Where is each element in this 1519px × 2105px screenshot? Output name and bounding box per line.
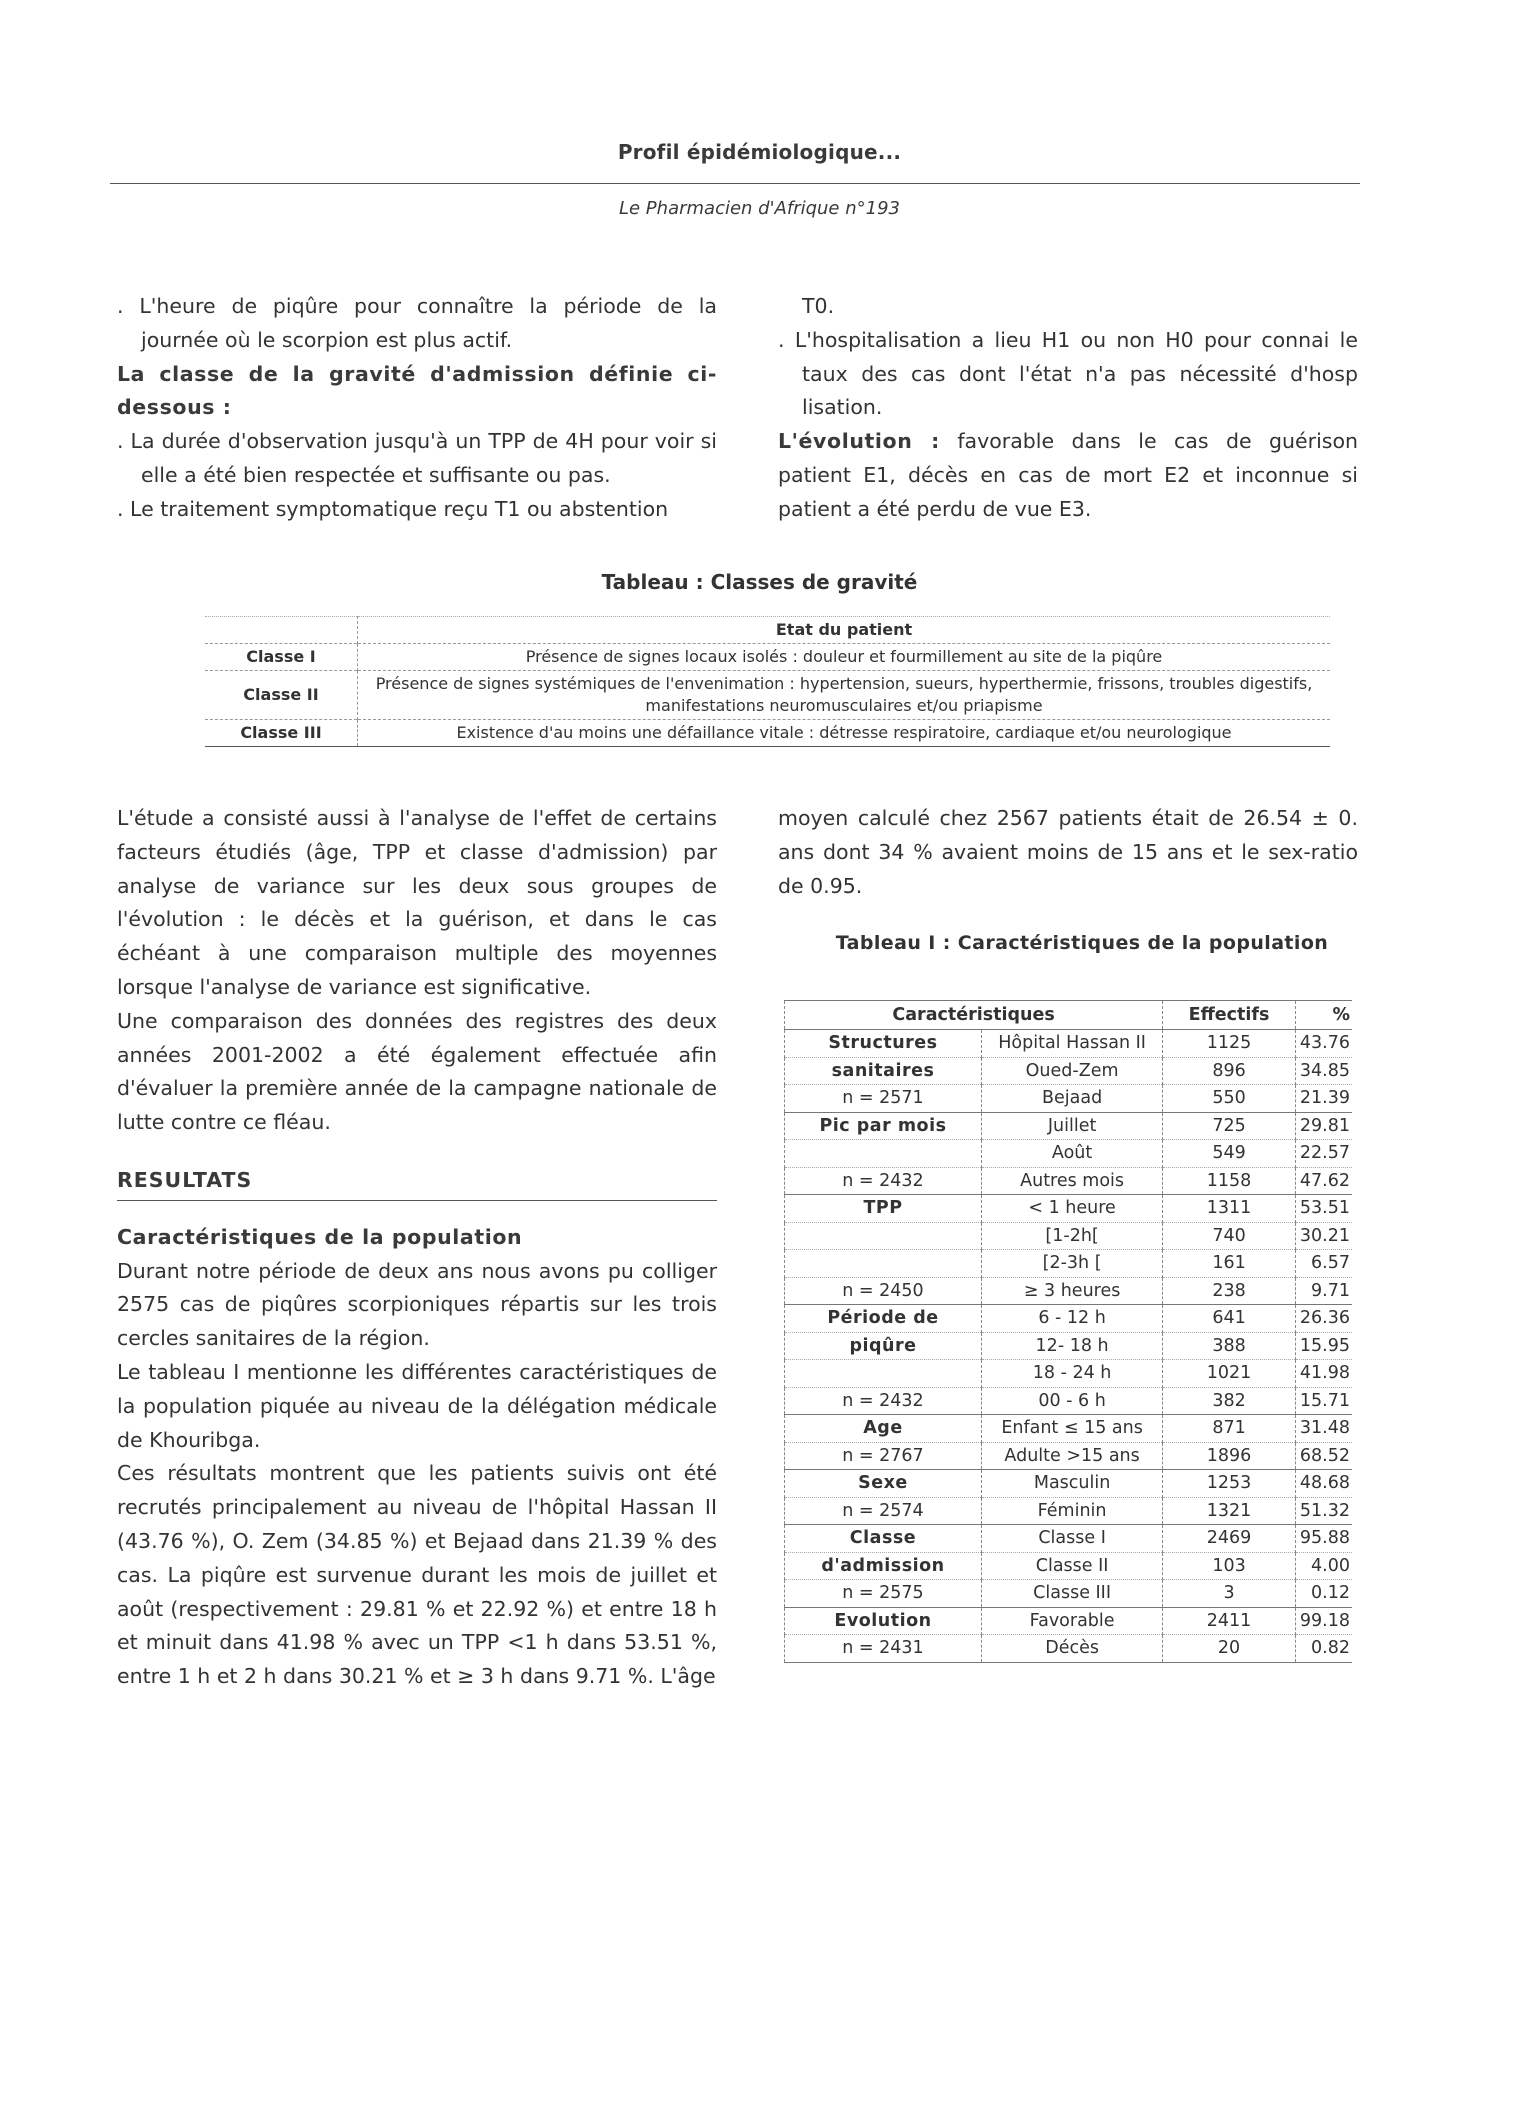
percent-cell: 0.12: [1295, 1580, 1352, 1608]
category-cell: Autres mois: [981, 1167, 1162, 1195]
percent-cell: 0.82: [1295, 1635, 1352, 1663]
category-cell: ≥ 3 heures: [981, 1277, 1162, 1305]
top-right-column: [778, 290, 1358, 527]
effectif-cell: 2411: [1163, 1607, 1296, 1635]
table-row: [785, 1415, 1353, 1443]
bullet-traitement: . Le traitement symptomatique reçu T1 ou abstention: [117, 496, 669, 521]
gravite-table-title: Tableau : Classes de gravité: [601, 570, 918, 594]
percent-cell: 41.98: [1295, 1360, 1352, 1388]
population-table-title: Tableau I : Caractéristiques de la population: [835, 932, 1329, 954]
paragraph-age-moyen: moyen calculé chez 2567 patients était de 26.54 ± 0. ans dont 34 % avaient moins de 15 ans et le sex-ratio de 0.95.: [778, 806, 1358, 898]
continuation-t0: T0.: [802, 294, 835, 318]
effectif-cell: 1021: [1163, 1360, 1296, 1388]
table-row: [785, 1195, 1353, 1223]
etat-description: Existence d'au moins une défaillance vitale : détresse respiratoire, cardiaque et/ou neurologique: [358, 720, 1331, 747]
paragraph-analyse-variance: L'étude a consisté aussi à l'analyse de l'effet de certains facteurs étudiés (âge, TPP et classe d'admission) par analyse de variance sur les deux sous groupes de l'évolution : le décès et la guérison, et dans le cas échéant à une comparaison multiple des moyennes lorsque l'analyse de variance est significative.: [117, 806, 717, 999]
paragraph-periode: Durant notre période de deux ans nous avons pu colliger 2575 cas de piqûres scorpioniques répartis sur les trois cercles sanitaires de la région.: [117, 1258, 717, 1351]
group-label: sanitaires: [785, 1057, 982, 1085]
header-caracteristiques: Caractéristiques: [785, 1001, 1163, 1030]
effectif-cell: 641: [1163, 1305, 1296, 1333]
percent-cell: 48.68: [1295, 1470, 1352, 1498]
etat-patient-header: Etat du patient: [358, 617, 1331, 644]
table-row: [785, 1277, 1353, 1305]
group-label: piqûre: [785, 1332, 982, 1360]
group-label: d'admission: [785, 1552, 982, 1580]
percent-cell: 30.21: [1295, 1222, 1352, 1250]
effectif-cell: 388: [1163, 1332, 1296, 1360]
category-cell: 6 - 12 h: [981, 1305, 1162, 1333]
effectif-cell: 3: [1163, 1580, 1296, 1608]
running-title: Profil épidémiologique...: [617, 140, 902, 164]
table-row: [785, 1140, 1353, 1168]
header-percent: %: [1295, 1001, 1352, 1030]
table-row: [785, 1580, 1353, 1608]
empty-header-cell: [205, 617, 358, 644]
table-row: [785, 1030, 1353, 1058]
percent-cell: 31.48: [1295, 1415, 1352, 1443]
category-cell: Août: [981, 1140, 1162, 1168]
table-row: [785, 1250, 1353, 1278]
percent-cell: 26.36: [1295, 1305, 1352, 1333]
effectif-cell: 238: [1163, 1277, 1296, 1305]
effectif-cell: 1253: [1163, 1470, 1296, 1498]
percent-cell: 15.71: [1295, 1387, 1352, 1415]
category-cell: Hôpital Hassan II: [981, 1030, 1162, 1058]
effectif-cell: 549: [1163, 1140, 1296, 1168]
gravite-table: [205, 616, 1330, 747]
population-table: [784, 1000, 1352, 1663]
table-row: [785, 1470, 1353, 1498]
table-row: [785, 1085, 1353, 1113]
category-cell: Masculin: [981, 1470, 1162, 1498]
percent-cell: 9.71: [1295, 1277, 1352, 1305]
classe-label: Classe III: [205, 720, 358, 747]
category-cell: [1-2h[: [981, 1222, 1162, 1250]
percent-cell: 22.57: [1295, 1140, 1352, 1168]
table-row: [785, 1442, 1353, 1470]
category-cell: 18 - 24 h: [981, 1360, 1162, 1388]
effectif-cell: 103: [1163, 1552, 1296, 1580]
effectif-cell: 871: [1163, 1415, 1296, 1443]
population-header-row: [785, 1001, 1353, 1030]
table-row: [785, 1057, 1353, 1085]
header-effectifs: Effectifs: [1163, 1001, 1296, 1030]
table-row: [785, 1387, 1353, 1415]
effectif-cell: 1125: [1163, 1030, 1296, 1058]
percent-cell: 43.76: [1295, 1030, 1352, 1058]
category-cell: Adulte >15 ans: [981, 1442, 1162, 1470]
group-label: TPP: [785, 1195, 982, 1223]
group-n: n = 2431: [785, 1635, 982, 1663]
effectif-cell: 20: [1163, 1635, 1296, 1663]
group-label: Classe: [785, 1525, 982, 1553]
journal-issue: Le Pharmacien d'Afrique n°193: [618, 198, 900, 219]
category-cell: Enfant ≤ 15 ans: [981, 1415, 1162, 1443]
group-n: n = 2571: [785, 1085, 982, 1113]
body-left-column: [117, 802, 717, 1694]
paragraph-tableau-ref: Le tableau I mentionne les différentes caractéristiques de la population piquée au niveau de la délégation médicale de Khouribga.: [117, 1359, 717, 1452]
table-row: [785, 1332, 1353, 1360]
population-table-body: [785, 1030, 1353, 1663]
bullet-hospitalisation: . L'hospitalisation a lieu H1 ou non H0 pour connai le taux des cas dont l'état n'a pas nécessité d'hosp lisation.: [778, 327, 1358, 420]
group-label: Evolution: [785, 1607, 982, 1635]
table-row: [205, 644, 1330, 671]
etat-description: Présence de signes locaux isolés : douleur et fourmillement au site de la piqûre: [358, 644, 1331, 671]
effectif-cell: 382: [1163, 1387, 1296, 1415]
evolution-paragraph: [778, 425, 1358, 526]
group-n: n = 2432: [785, 1387, 982, 1415]
effectif-cell: 1158: [1163, 1167, 1296, 1195]
bullet-heure-piqure: . L'heure de piqûre pour connaître la période de la journée où le scorpion est plus actif.: [117, 294, 717, 352]
etat-description: Présence de signes systémiques de l'envenimation : hypertension, sueurs, hyperthermie, frissons, troubles digestifs, manifestations neuromusculaires et/ou priapisme: [358, 671, 1331, 720]
group-n: [785, 1140, 982, 1168]
category-cell: < 1 heure: [981, 1195, 1162, 1223]
category-cell: Bejaad: [981, 1085, 1162, 1113]
category-cell: Classe II: [981, 1552, 1162, 1580]
group-n: [785, 1360, 982, 1388]
group-n: [785, 1250, 982, 1278]
percent-cell: 6.57: [1295, 1250, 1352, 1278]
gravite-header-row: [205, 617, 1330, 644]
group-n: n = 2432: [785, 1167, 982, 1195]
category-cell: 12- 18 h: [981, 1332, 1162, 1360]
effectif-cell: 725: [1163, 1112, 1296, 1140]
effectif-cell: 550: [1163, 1085, 1296, 1113]
table-row: [785, 1552, 1353, 1580]
category-cell: Juillet: [981, 1112, 1162, 1140]
percent-cell: 99.18: [1295, 1607, 1352, 1635]
paragraph-resultats: Ces résultats montrent que les patients suivis ont été recrutés principalement au niveau de l'hôpital Hassan II (43.76 %), O. Zem (34.85 %) et Bejaad dans 21.39 % des cas. La piqûre est survenue durant les mois de juillet et août (respectivement : 29.81 % et 22.92 %) et entre 18 h et minuit dans 41.98 % avec un TPP <1 h dans 53.51 %, entre 1 h et 2 h dans 30.21 % et ≥ 3 h dans 9.71 %. L'âge: [117, 1461, 717, 1689]
classe-label: Classe I: [205, 644, 358, 671]
table-row: [205, 671, 1330, 720]
table-row: [785, 1607, 1353, 1635]
category-cell: Oued-Zem: [981, 1057, 1162, 1085]
effectif-cell: 2469: [1163, 1525, 1296, 1553]
percent-cell: 29.81: [1295, 1112, 1352, 1140]
percent-cell: 68.52: [1295, 1442, 1352, 1470]
table-row: [785, 1635, 1353, 1663]
percent-cell: 34.85: [1295, 1057, 1352, 1085]
group-label: Age: [785, 1415, 982, 1443]
group-label: Sexe: [785, 1470, 982, 1498]
header-divider: [110, 183, 1360, 184]
evolution-label: L'évolution :: [778, 429, 940, 454]
section-divider: [117, 1200, 717, 1201]
category-cell: Classe I: [981, 1525, 1162, 1553]
effectif-cell: 740: [1163, 1222, 1296, 1250]
table-row: [785, 1497, 1353, 1525]
body-right-column: [778, 802, 1358, 903]
category-cell: 00 - 6 h: [981, 1387, 1162, 1415]
percent-cell: 95.88: [1295, 1525, 1352, 1553]
table-row: [785, 1525, 1353, 1553]
effectif-cell: 1311: [1163, 1195, 1296, 1223]
evolution-text: favorable dans le cas de guérison patient E1, décès en cas de mort E2 et inconnue si patient a été perdu de vue E3.: [778, 429, 1359, 521]
table-row: [785, 1305, 1353, 1333]
category-cell: Favorable: [981, 1607, 1162, 1635]
classe-label: Classe II: [205, 671, 358, 720]
category-cell: [2-3h [: [981, 1250, 1162, 1278]
percent-cell: 4.00: [1295, 1552, 1352, 1580]
table-row: [785, 1167, 1353, 1195]
group-n: n = 2575: [785, 1580, 982, 1608]
group-n: [785, 1222, 982, 1250]
effectif-cell: 1321: [1163, 1497, 1296, 1525]
group-n: n = 2450: [785, 1277, 982, 1305]
percent-cell: 53.51: [1295, 1195, 1352, 1223]
top-left-column: [117, 290, 717, 527]
table-row: [785, 1360, 1353, 1388]
heading-classe-gravite: La classe de la gravité d'admission définie ci-dessous :: [117, 361, 717, 420]
percent-cell: 15.95: [1295, 1332, 1352, 1360]
table-row: [205, 720, 1330, 747]
effectif-cell: 896: [1163, 1057, 1296, 1085]
subsection-title-caracteristiques: Caractéristiques de la population: [117, 1224, 523, 1249]
section-title-resultats: RESULTATS: [117, 1167, 253, 1192]
table-row: [785, 1112, 1353, 1140]
percent-cell: 51.32: [1295, 1497, 1352, 1525]
group-n: n = 2767: [785, 1442, 982, 1470]
category-cell: Classe III: [981, 1580, 1162, 1608]
effectif-cell: 161: [1163, 1250, 1296, 1278]
paragraph-comparaison: Une comparaison des données des registres des deux années 2001-2002 a été également effectuée afin d'évaluer la première année de la campagne nationale de lutte contre ce fléau.: [117, 1008, 717, 1135]
group-label: Période de: [785, 1305, 982, 1333]
category-cell: Décès: [981, 1635, 1162, 1663]
category-cell: Féminin: [981, 1497, 1162, 1525]
percent-cell: 21.39: [1295, 1085, 1352, 1113]
bullet-duree-observation: . La durée d'observation jusqu'à un TPP de 4H pour voir si elle a été bien respectée et suffisante ou pas.: [117, 429, 717, 487]
group-label: Structures: [785, 1030, 982, 1058]
percent-cell: 47.62: [1295, 1167, 1352, 1195]
table-row: [785, 1222, 1353, 1250]
group-n: n = 2574: [785, 1497, 982, 1525]
group-label: Pic par mois: [785, 1112, 982, 1140]
effectif-cell: 1896: [1163, 1442, 1296, 1470]
